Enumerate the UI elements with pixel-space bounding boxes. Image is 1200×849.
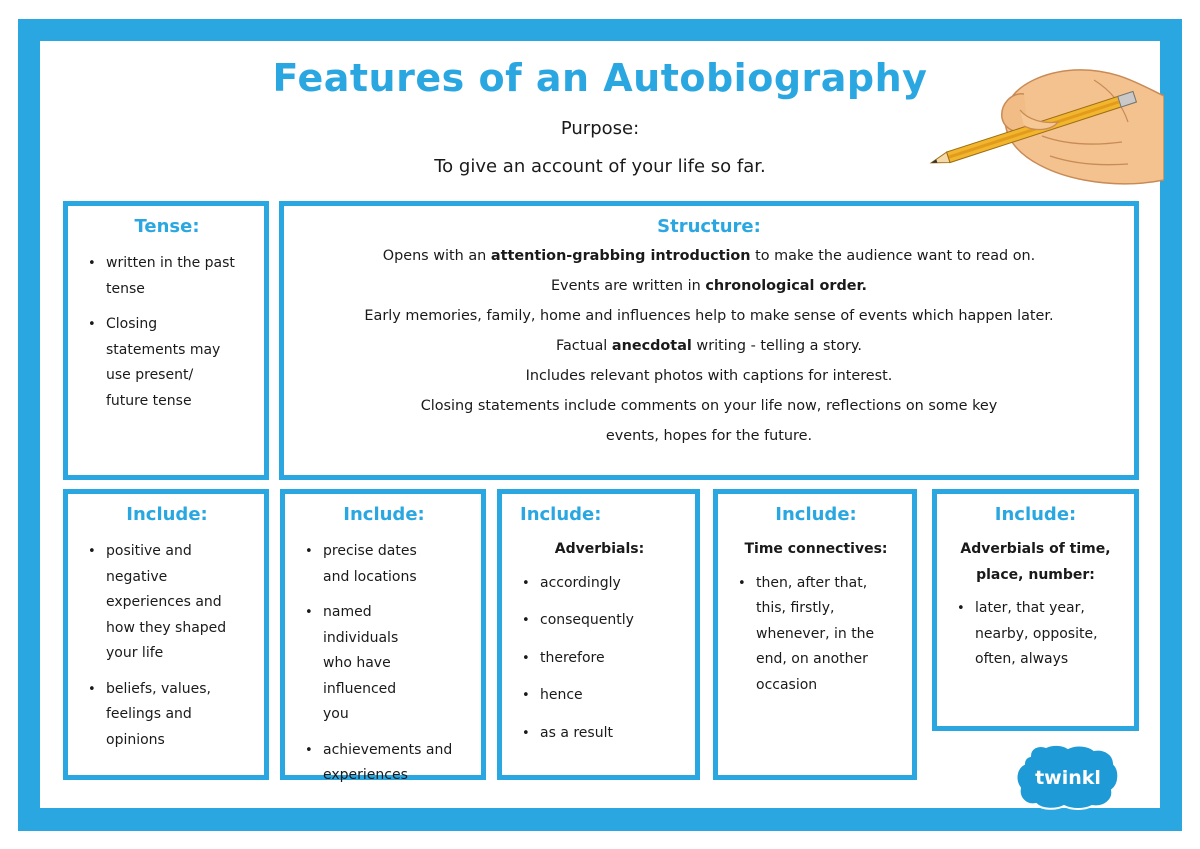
include-subheading: Time connectives: (744, 541, 888, 557)
list-item: • positive and negative experiences and how they shaped your life (78, 539, 256, 667)
structure-box (279, 201, 1139, 480)
purpose-text: To give an account of your life so far. (434, 156, 766, 177)
include-heading: Include: (126, 504, 208, 525)
include-box-2 (280, 489, 486, 783)
list-item: • written in the past tense (78, 251, 256, 302)
include-box-1 (63, 489, 269, 780)
page-title: Features of an Autobiography (272, 56, 928, 100)
include-box-5 (932, 489, 1139, 731)
purpose-label: Purpose: (560, 118, 640, 139)
list-item: • as a result (512, 721, 687, 747)
structure-line: Opens with an attention-grabbing introduction to make the audience want to read on. (382, 248, 1036, 264)
include-box-4 (713, 489, 917, 780)
structure-line: events, hopes for the future. (605, 428, 813, 444)
include-heading: Include: (343, 504, 425, 525)
twinkl-logo (1016, 744, 1120, 810)
structure-heading: Structure: (657, 216, 761, 237)
include-heading: Include: (775, 504, 857, 525)
include-heading: Include: (520, 504, 602, 525)
list-item: • achievements and experiences (295, 738, 473, 789)
list-item: • consequently (512, 608, 687, 634)
list-item: • precise dates and locations (295, 539, 473, 590)
list-item: • therefore (512, 646, 687, 672)
include-heading: Include: (994, 504, 1077, 525)
include-subheading: Adverbials: (554, 541, 645, 557)
tense-box (63, 201, 269, 480)
tense-heading: Tense: (134, 216, 200, 237)
hand-writing-icon (924, 60, 1164, 200)
list-item: • named individuals who have influenced you (295, 600, 473, 728)
structure-line: Factual anecdotal writing - telling a story. (556, 338, 862, 354)
list-item: • then, after that, this, firstly, whenever, in the end, on another occasion (728, 571, 904, 699)
list-item: • accordingly (512, 571, 687, 597)
structure-line: Events are written in chronological order. (550, 278, 868, 294)
list-item: • Closing statements may use present/ future tense (78, 312, 256, 414)
structure-line: Closing statements include comments on your life now, reflections on some key (420, 398, 998, 414)
twinkl-logo-icon (1016, 744, 1120, 810)
list-item: • hence (512, 683, 687, 709)
list-item: • beliefs, values, feelings and opinions (78, 677, 256, 754)
include-subheading: Adverbials of time, place, number: (960, 541, 1111, 583)
list-item: • later, that year, nearby, opposite, often, always (947, 596, 1124, 673)
svg-text:twinkl: twinkl (1035, 767, 1101, 789)
structure-line: Early memories, family, home and influences help to make sense of events which happen later. (364, 308, 1054, 324)
include-box-3 (497, 489, 700, 780)
structure-line: Includes relevant photos with captions for interest. (525, 368, 893, 384)
